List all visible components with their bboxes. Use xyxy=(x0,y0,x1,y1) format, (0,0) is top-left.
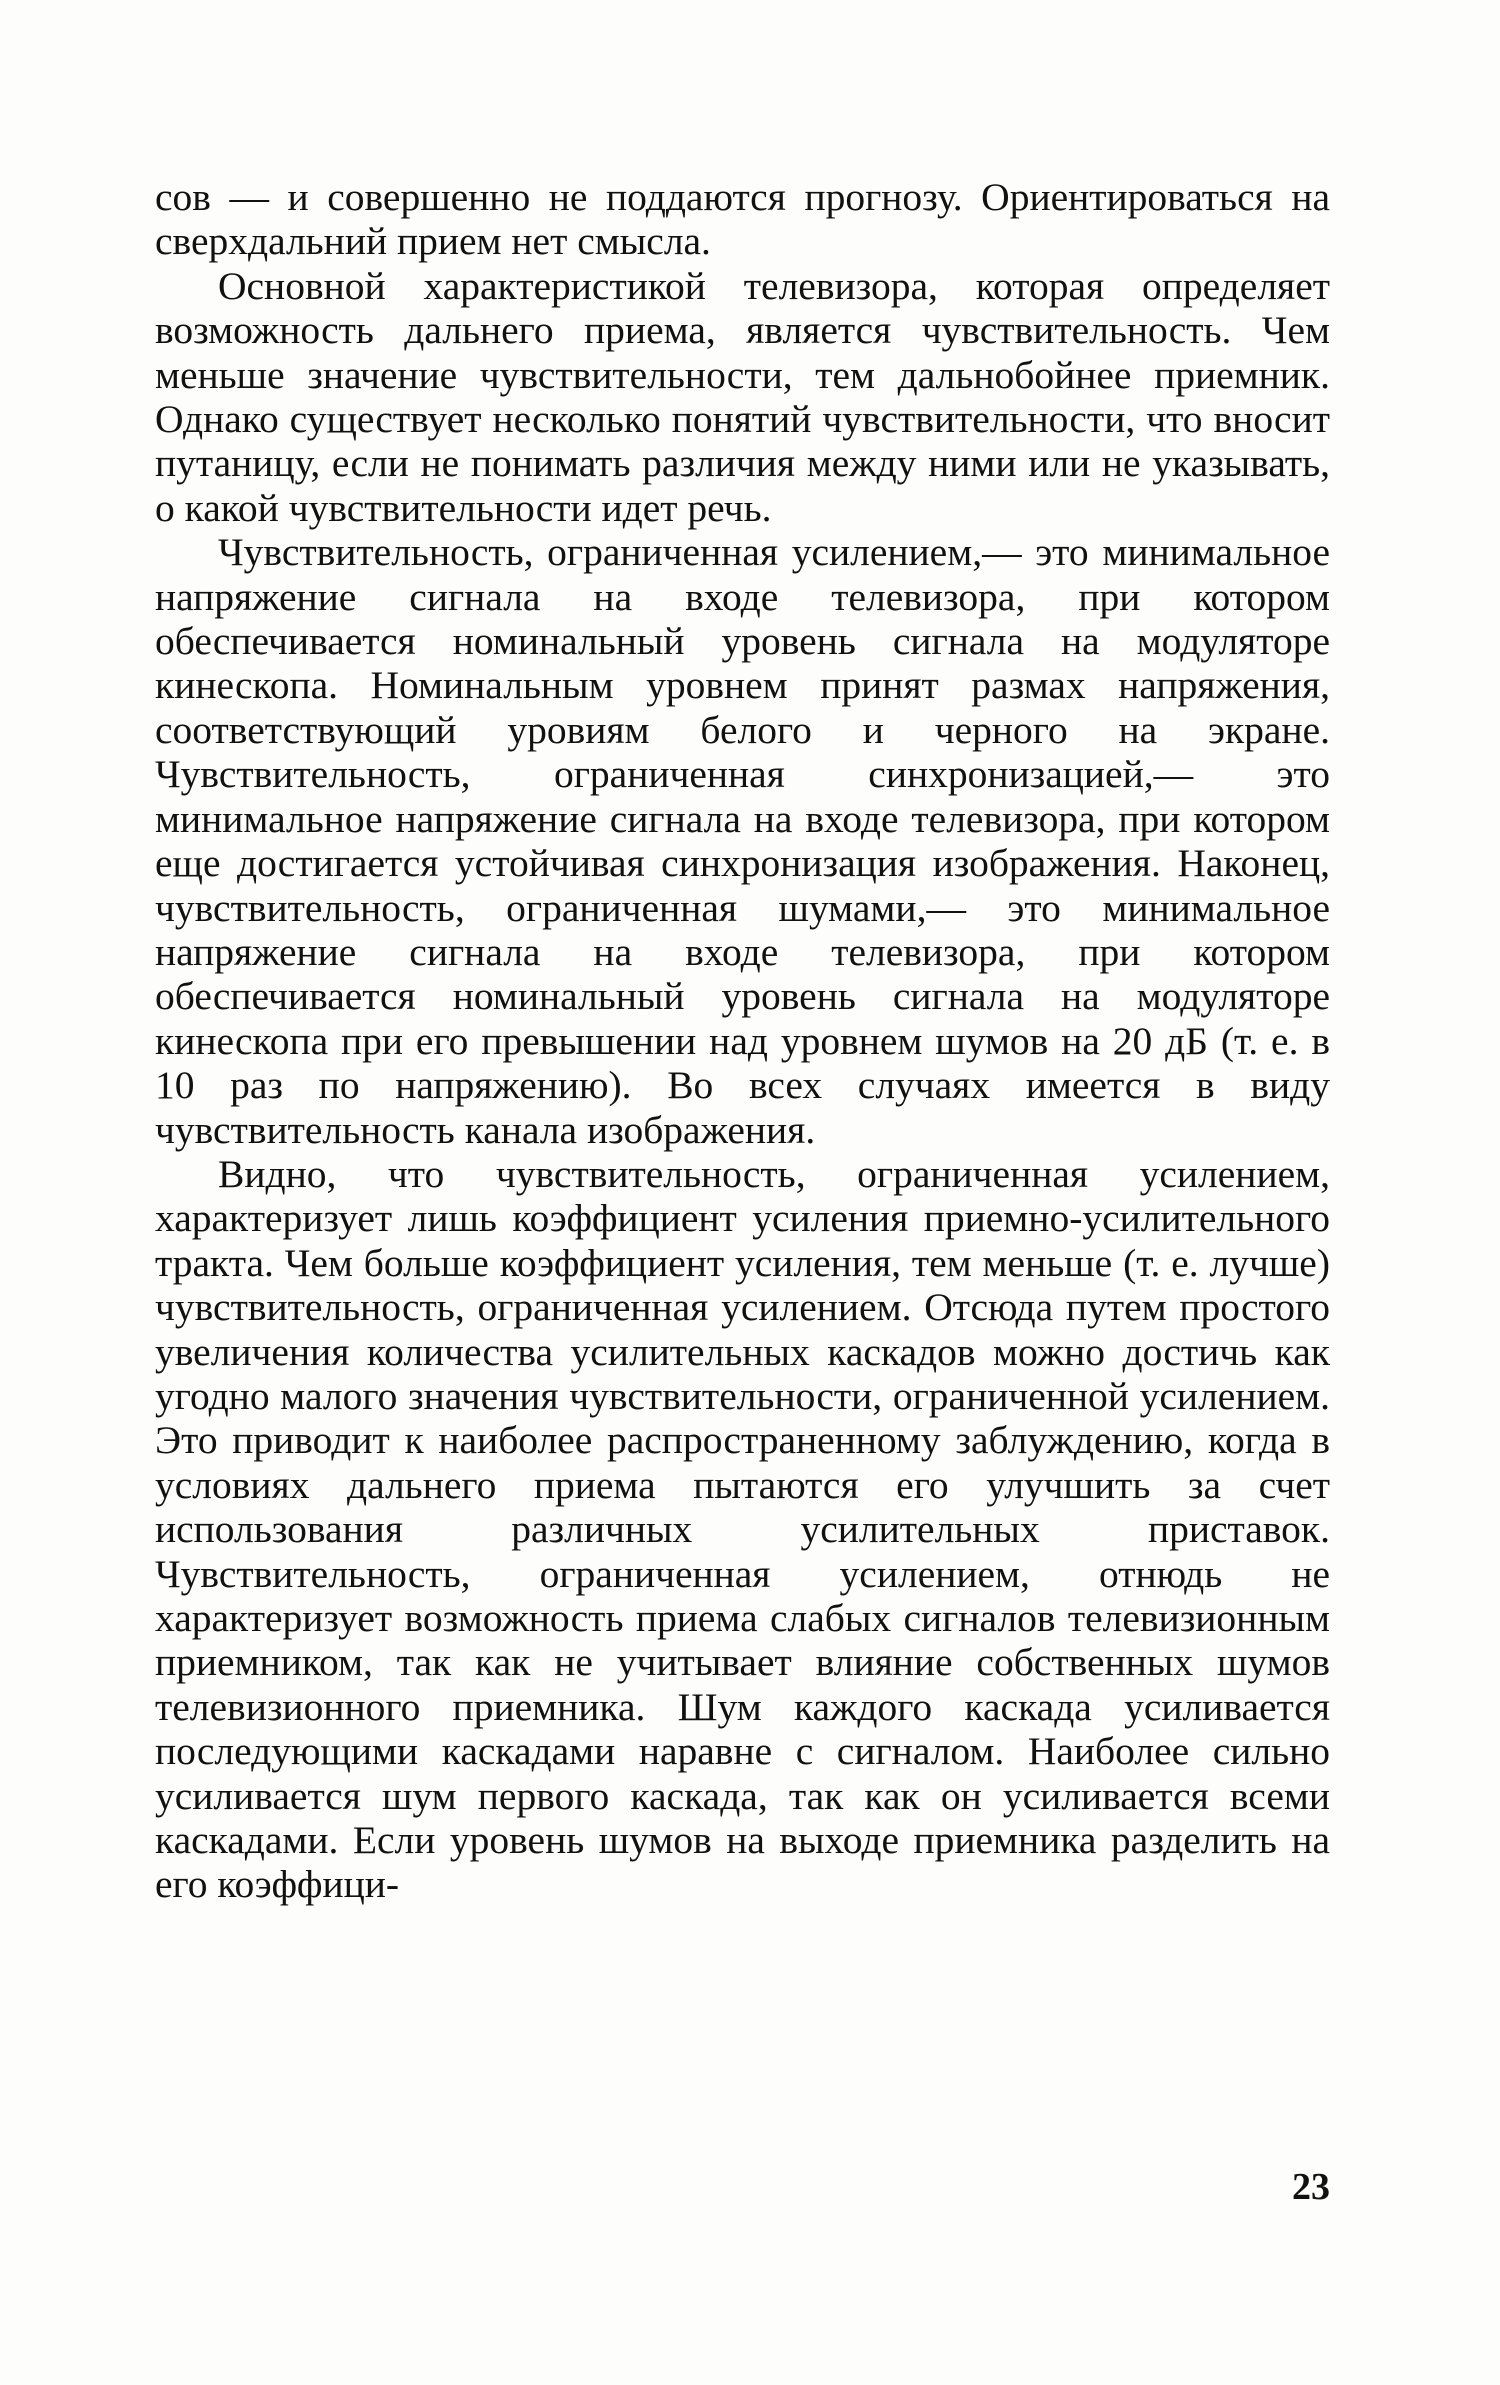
body-text xyxy=(155,175,1330,1907)
paragraph-continued: сов — и совершенно не поддаются прогнозу. Ориентироваться на сверхдальний прием нет смысла. xyxy=(155,175,1330,264)
paragraph-sensitivity-intro: Основной характеристикой телевизора, которая определяет возможность дальнего приема, является чувствительность. Чем меньше значение чувствительности, тем дальнобойнее приемник. Однако существует несколько понятий чувствительности, что вносит путаницу, если не понимать различия между ними или не указывать, о какой чувствительности идет речь. xyxy=(155,263,1330,530)
paragraph-gain-limited-sensitivity: Видно, что чувствительность, ограниченная усилением, характеризует лишь коэффициент усиления приемно-усилительного тракта. Чем больше коэффициент усиления, тем меньше (т. е. лучше) чувствительность, ограниченная усилением. Отсюда путем простого увеличения количества усилительных каскадов можно достичь как угодно малого значения чувствительности, ограниченной усилением. Это приводит к наиболее распространенному заблуждению, когда в условиях дальнего приема пытаются его улучшить за счет использования различных усилительных приставок. Чувствительность, ограниченная усилением, отнюдь не характеризует возможность приема слабых сигналов телевизионным приемником, так как не учитывает влияние собственных шумов телевизионного приемника. Шум каждого каскада усиливается последующими каскадами наравне с сигналом. Наиболее сильно усиливается шум первого каскада, так как он усиливается всеми каскадами. Если уровень шумов на выходе приемника разделить на его коэффици- xyxy=(155,1151,1330,1907)
paragraph-sensitivity-definitions: Чувствительность, ограниченная усилением,— это минимальное напряжение сигнала на входе телевизора, при котором обеспечивается номинальный уровень сигнала на модуляторе кинескопа. Номинальным уровнем принят размах напряжения, соответствующий уровиям белого и черного на экране. Чувствительность, ограниченная синхронизацией,— это минимальное напряжение сигнала на входе телевизора, при котором еще достигается устойчивая синхронизация изображения. Наконец, чувствительность, ограниченная шумами,— это минимальное напряжение сигнала на входе телевизора, при котором обеспечивается номинальный уровень сигнала на модуляторе кинескопа при его превышении над уровнем шумов на 20 дБ (т. е. в 10 раз по напряжению). Во всех случаях имеется в виду чувствительность канала изображения. xyxy=(155,530,1330,1152)
page-number: 23 xyxy=(1292,2166,1330,2208)
